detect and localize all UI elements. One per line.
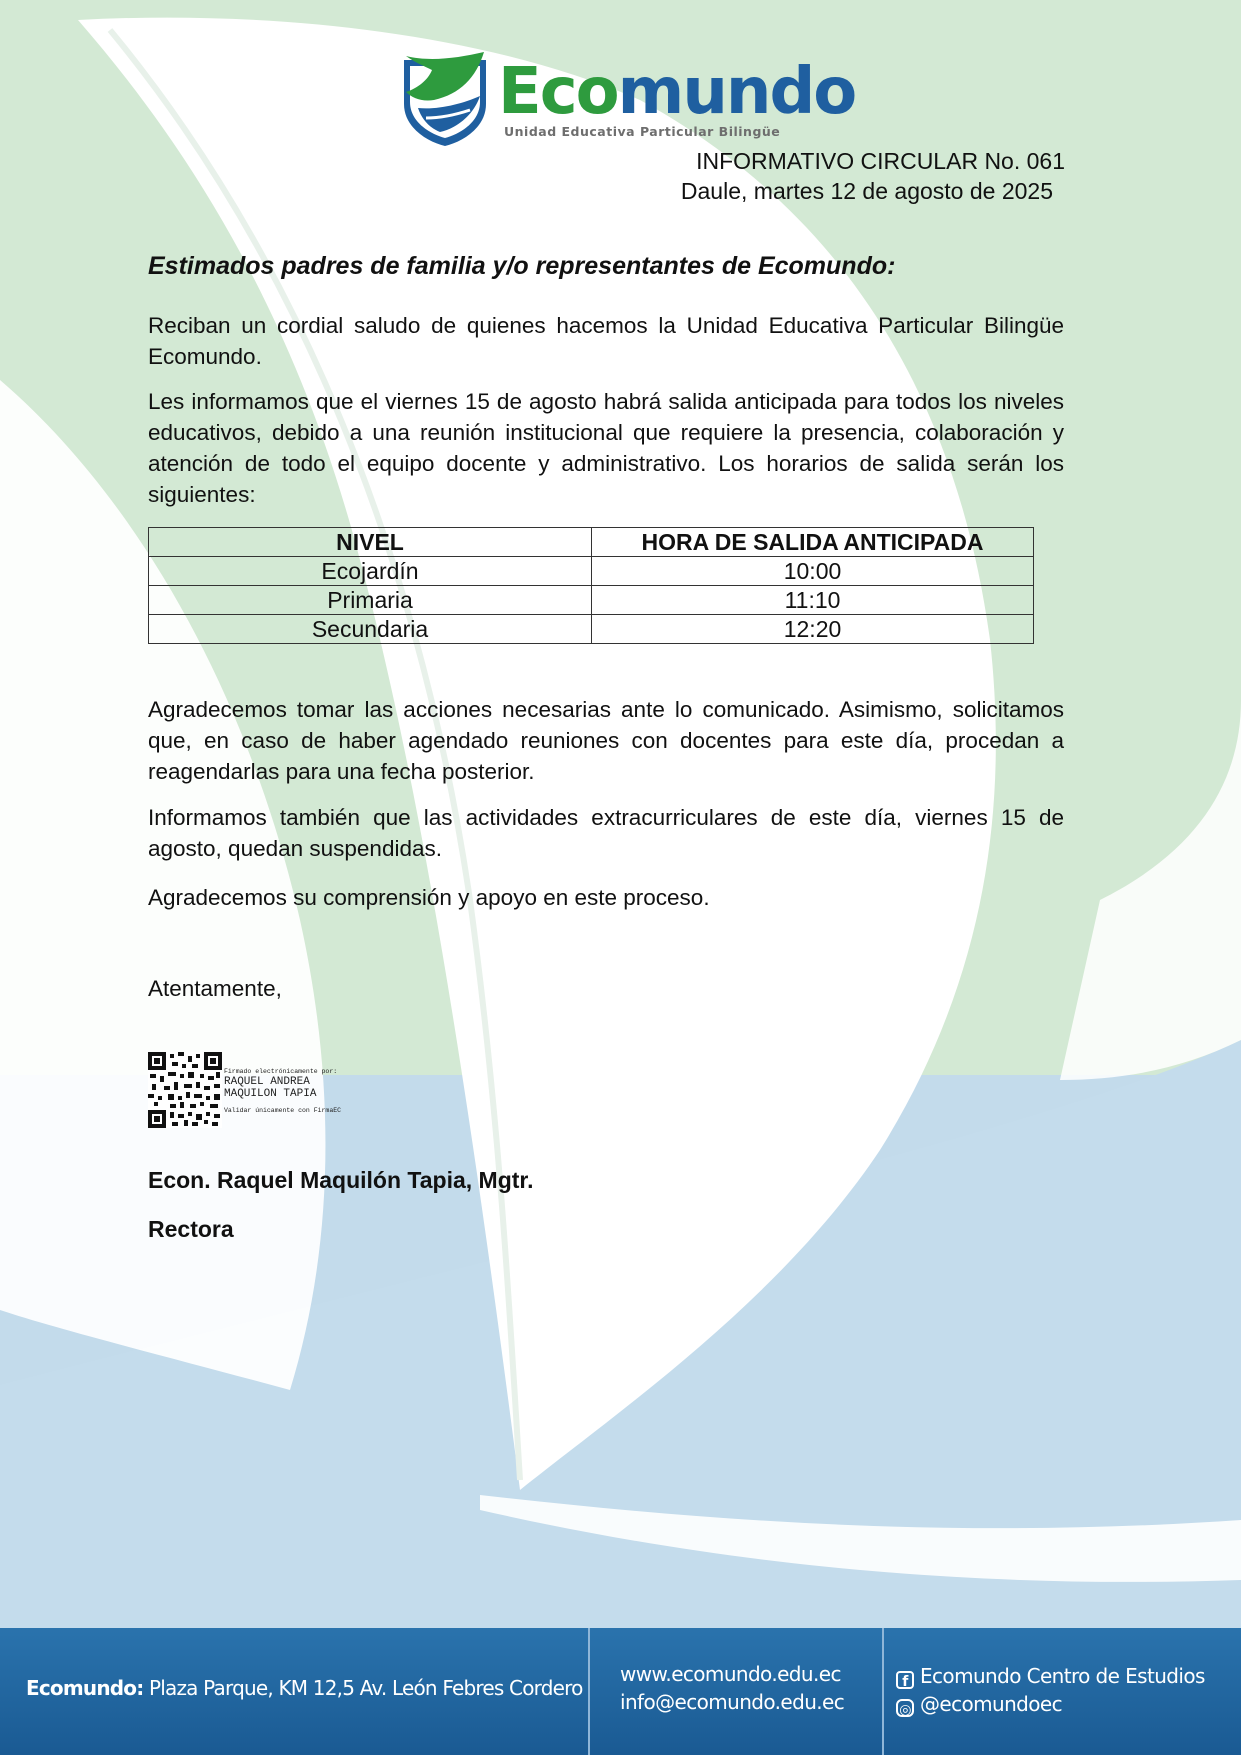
table-row bbox=[149, 557, 1034, 586]
cell-nivel: Secundaria bbox=[149, 615, 592, 644]
email-link[interactable]: info@ecomundo.edu.ec bbox=[620, 1690, 845, 1714]
electronic-signature-text bbox=[224, 1068, 341, 1115]
paragraph-announcement: Les informamos que el viernes 15 de agosto habrá salida anticipada para todos los niveles educativos, debido a una reunión institucional que requiere la presencia, colaboración y atención de todo el equipo docente y administrativo. Los horarios de salida serán los siguientes: bbox=[148, 389, 1064, 507]
circular-number: INFORMATIVO CIRCULAR No. 061 bbox=[696, 148, 1065, 174]
table-row bbox=[149, 586, 1034, 615]
paragraph-thanks: Agradecemos su comprensión y apoyo en este proceso. bbox=[148, 885, 710, 910]
facebook-link[interactable]: f Ecomundo Centro de Estudios bbox=[896, 1662, 1205, 1690]
signature-name-line1: RAQUEL ANDREA bbox=[224, 1076, 310, 1088]
signer-role: Rectora bbox=[148, 1216, 234, 1242]
greeting: Estimados padres de familia y/o representantes de Ecomundo: bbox=[148, 252, 896, 280]
footer-social bbox=[896, 1662, 1205, 1718]
footer-divider bbox=[882, 1628, 884, 1755]
logo-wordmark: Ecomundo bbox=[498, 55, 856, 129]
cell-hora: 12:20 bbox=[592, 615, 1034, 644]
closing: Atentamente, bbox=[148, 976, 282, 1001]
instagram-link[interactable]: ◎ @ecomundoec bbox=[896, 1690, 1205, 1718]
signed-by-label: Firmado electrónicamente por: bbox=[224, 1068, 338, 1075]
website-link[interactable]: www.ecomundo.edu.ec bbox=[620, 1662, 841, 1686]
signer-name: Econ. Raquel Maquilón Tapia, Mgtr. bbox=[148, 1167, 534, 1193]
table-row bbox=[149, 615, 1034, 644]
paragraph-salutation: Reciban un cordial saludo de quienes hacemos la Unidad Educativa Particular Bilingüe Ecomundo. bbox=[148, 313, 1064, 369]
shield-leaf-icon bbox=[400, 52, 490, 148]
facebook-icon: f bbox=[896, 1671, 914, 1689]
header-nivel: NIVEL bbox=[149, 528, 592, 557]
footer-divider bbox=[588, 1628, 590, 1755]
table-header-row bbox=[149, 528, 1034, 557]
header-hora: HORA DE SALIDA ANTICIPADA bbox=[592, 528, 1034, 557]
footer-bar bbox=[0, 1628, 1241, 1755]
cell-hora: 11:10 bbox=[592, 586, 1034, 615]
logo-subtitle: Unidad Educativa Particular Bilingüe bbox=[504, 124, 781, 139]
signature-validate-note: Validar únicamente con FirmaEC bbox=[224, 1107, 342, 1114]
qr-code-icon bbox=[148, 1052, 222, 1128]
footer-address: Ecomundo: Plaza Parque, KM 12,5 Av. León Febres Cordero bbox=[26, 1676, 583, 1700]
instagram-icon: ◎ bbox=[896, 1699, 914, 1717]
schedule-table bbox=[148, 527, 1034, 644]
cell-nivel: Ecojardín bbox=[149, 557, 592, 586]
cell-hora: 10:00 bbox=[592, 557, 1034, 586]
cell-nivel: Primaria bbox=[149, 586, 592, 615]
paragraph-extracurricular: Informamos también que las actividades extracurriculares de este día, viernes 15 de agosto, quedan suspendidas. bbox=[148, 805, 1064, 861]
circular-date: Daule, martes 12 de agosto de 2025 bbox=[680, 178, 1053, 204]
paragraph-actions: Agradecemos tomar las acciones necesarias ante lo comunicado. Asimismo, solicitamos que, en caso de haber agendado reuniones con docentes para este día, procedan a reagendarlas para una fecha posterior. bbox=[148, 697, 1064, 784]
ecomundo-logo bbox=[400, 52, 856, 152]
signature-name-line2: MAQUILON TAPIA bbox=[224, 1088, 317, 1100]
footer-contact bbox=[620, 1660, 844, 1716]
